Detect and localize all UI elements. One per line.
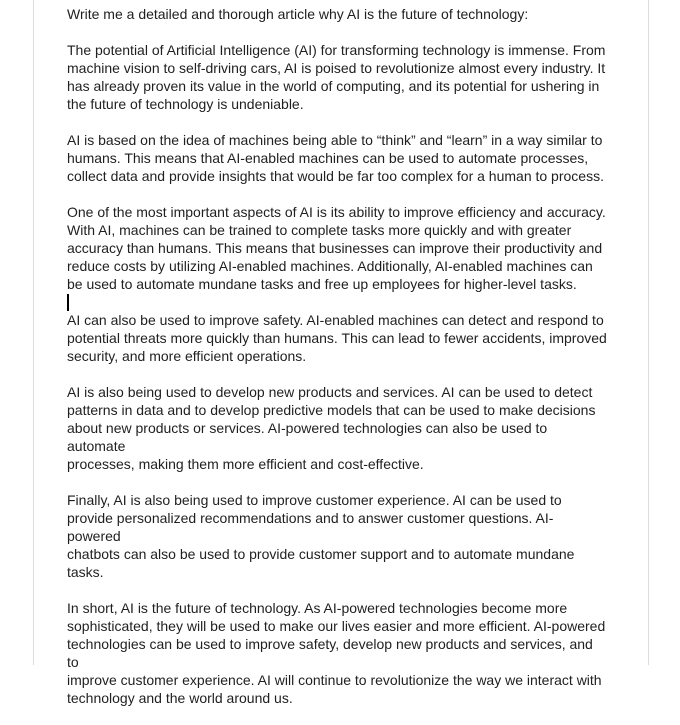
page-right-edge (648, 0, 649, 665)
paragraph-5[interactable]: AI is also being used to develop new products and services. AI can be used to detect patterns in data and to develop predictive models that can be used to make decisions about new products or services. AI-powered technologies can also be used to automate processes, making them more efficient and cost-effective. (67, 384, 596, 472)
text-cursor (67, 294, 69, 311)
prompt-paragraph[interactable]: Write me a detailed and thorough article why AI is the future of technology: (67, 6, 529, 22)
paragraph-4[interactable]: AI can also be used to improve safety. AI-enabled machines can detect and respond to potential threats more quickly than humans. This can lead to fewer accidents, improved security, and more efficient operations. (67, 312, 607, 364)
empty-line-with-cursor[interactable] (67, 293, 607, 311)
document-body[interactable] (67, 5, 607, 725)
paragraph-6[interactable]: Finally, AI is also being used to improve customer experience. AI can be used to provide personalized recommendations and to answer customer questions. AI-powered chatbots can also be used to provide customer support and to automate mundane tasks. (67, 492, 575, 580)
paragraph-7[interactable]: In short, AI is the future of technology. As AI-powered technologies become more sophisticated, they will be used to make our lives easier and more efficient. AI-powered technologies can be used to improve safety, develop new products and services, and to improve customer experience. AI will continue to revolutionize the way we interact with technology and the world around us. (67, 600, 606, 706)
page-left-edge (33, 0, 34, 665)
paragraph-3[interactable]: One of the most important aspects of AI is its ability to improve efficiency and accuracy. With AI, machines can be trained to complete tasks more quickly and with greater accuracy than humans. This means that businesses can improve their productivity and reduce costs by utilizing AI-enabled machines. Additionally, AI-enabled machines can be used to automate mundane tasks and free up employees for higher-level tasks. (67, 204, 606, 292)
paragraph-1[interactable]: The potential of Artificial Intelligence (AI) for transforming technology is immense. From machine vision to self-driving cars, AI is poised to revolutionize almost every industry. It has already proven its value in the world of computing, and its potential for ushering in the future of technology is undeniable. (67, 42, 606, 112)
paragraph-2[interactable]: AI is based on the idea of machines being able to “think” and “learn” in a way similar to humans. This means that AI-enabled machines can be used to automate processes, collect data and provide insights that would be far too complex for a human to process. (67, 132, 604, 184)
